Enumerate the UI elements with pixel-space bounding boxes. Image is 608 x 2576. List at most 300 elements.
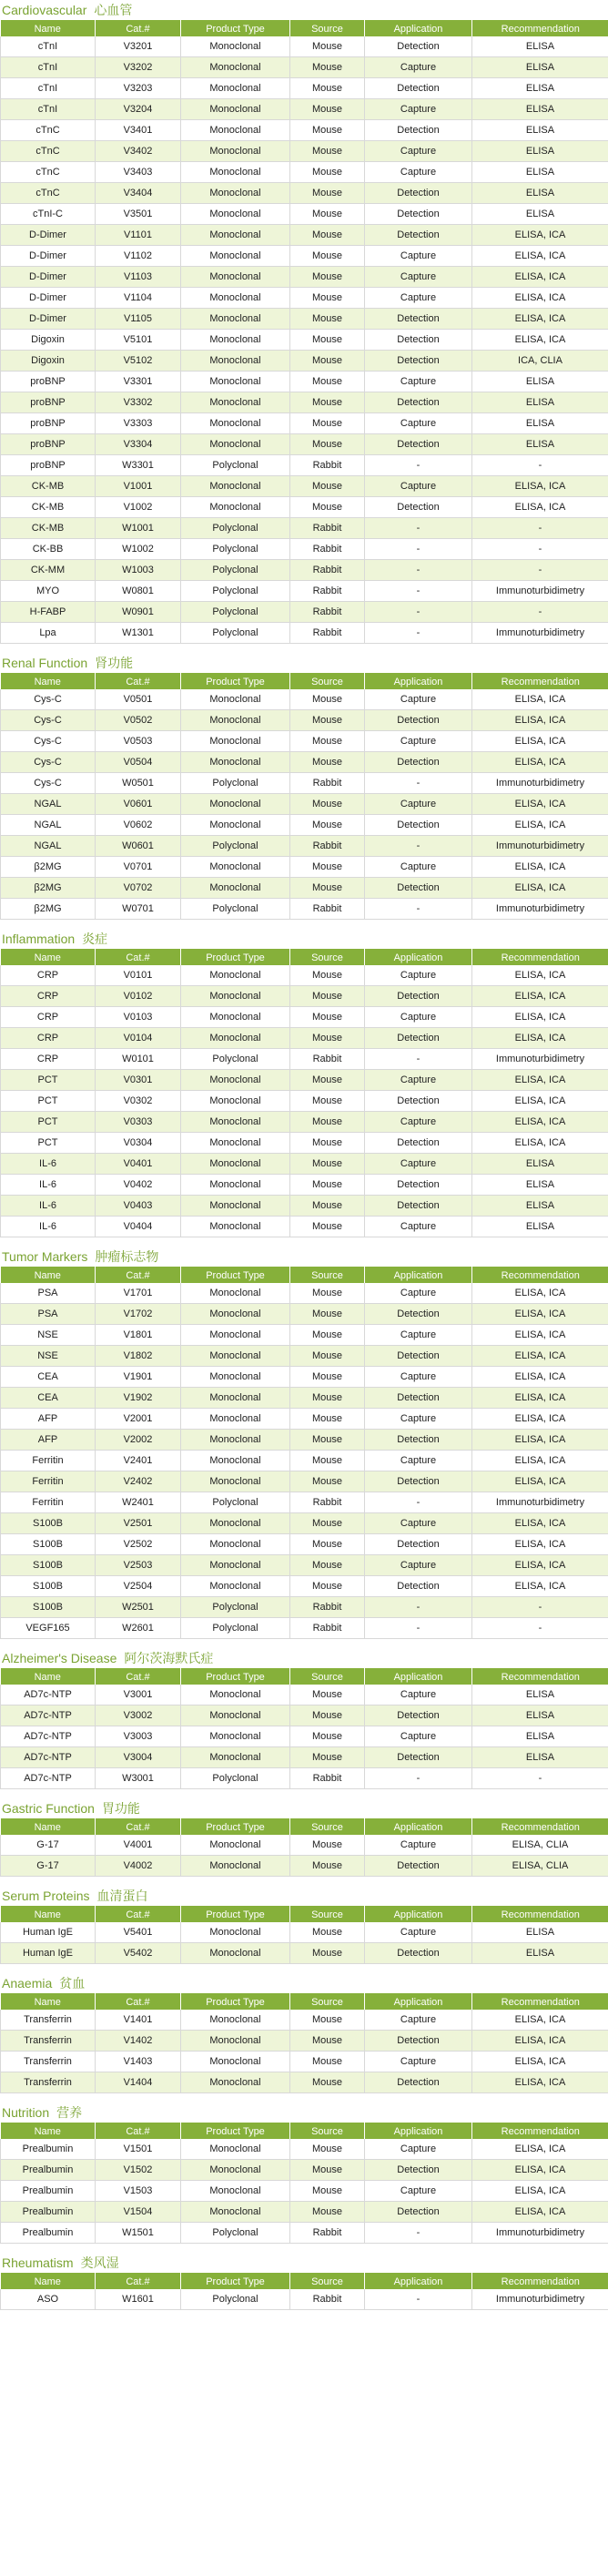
table-row [1, 2139, 608, 2160]
cell-application: Detection [365, 1304, 472, 1325]
cell-name: proBNP [1, 434, 96, 455]
cell-application: Detection [365, 1091, 472, 1112]
cell-cat: W0101 [96, 1049, 181, 1070]
table-header-row [1, 950, 608, 966]
cell-cat: V0402 [96, 1175, 181, 1196]
cell-name: PCT [1, 1112, 96, 1133]
cell-application: Detection [365, 1430, 472, 1451]
table-row [1, 836, 608, 857]
column-header-product-type: Product Type [181, 21, 290, 37]
cell-recommendation: ELISA [472, 1747, 608, 1768]
cell-cat: V3201 [96, 36, 181, 57]
cell-product-type: Monoclonal [181, 36, 290, 57]
cell-name: D-Dimer [1, 246, 96, 267]
cell-source: Mouse [290, 36, 365, 57]
column-header-name: Name [1, 1268, 96, 1284]
cell-name: CK-MB [1, 497, 96, 518]
cell-cat: V5402 [96, 1943, 181, 1964]
cell-source: Mouse [290, 204, 365, 225]
table-row [1, 1856, 608, 1877]
cell-cat: W3001 [96, 1768, 181, 1789]
cell-application: Capture [365, 288, 472, 309]
cell-application: Detection [365, 309, 472, 330]
table-header-row [1, 2274, 608, 2290]
cell-product-type: Monoclonal [181, 986, 290, 1007]
cell-recommendation: ELISA, ICA [472, 1409, 608, 1430]
catalog-section [0, 929, 608, 1247]
cell-cat: V5101 [96, 330, 181, 351]
cell-recommendation: ELISA, CLIA [472, 1856, 608, 1877]
product-table [0, 20, 608, 644]
cell-application: Detection [365, 183, 472, 204]
cell-product-type: Monoclonal [181, 794, 290, 815]
cell-application: Detection [365, 351, 472, 372]
cell-name: CRP [1, 965, 96, 986]
cell-name: cTnC [1, 141, 96, 162]
cell-cat: V1902 [96, 1388, 181, 1409]
cell-cat: W3301 [96, 455, 181, 476]
cell-product-type: Monoclonal [181, 99, 290, 120]
cell-product-type: Polyclonal [181, 560, 290, 581]
table-row [1, 1726, 608, 1747]
section-gap [0, 1964, 608, 1973]
cell-source: Mouse [290, 1747, 365, 1768]
cell-recommendation: ELISA [472, 1217, 608, 1237]
cell-recommendation: ELISA [472, 78, 608, 99]
cell-recommendation: ELISA, ICA [472, 878, 608, 899]
product-table [0, 1668, 608, 1789]
cell-name: Prealbumin [1, 2223, 96, 2244]
cell-recommendation: ELISA, ICA [472, 2181, 608, 2202]
cell-source: Mouse [290, 392, 365, 413]
table-row [1, 2031, 608, 2052]
cell-name: cTnI [1, 36, 96, 57]
cell-name: CRP [1, 1049, 96, 1070]
cell-source: Mouse [290, 372, 365, 392]
column-header-application: Application [365, 21, 472, 37]
cell-source: Mouse [290, 1943, 365, 1964]
section-title-en: Cardiovascular [2, 3, 87, 17]
column-header-recommendation: Recommendation [472, 1907, 608, 1923]
section-title-en: Serum Proteins [2, 1889, 90, 1903]
cell-recommendation: ELISA, CLIA [472, 1835, 608, 1856]
column-header-product-type: Product Type [181, 2274, 290, 2290]
cell-name: S100B [1, 1513, 96, 1534]
table-row [1, 57, 608, 78]
cell-product-type: Monoclonal [181, 1217, 290, 1237]
table-header-row [1, 1907, 608, 1923]
cell-recommendation: - [472, 1597, 608, 1618]
column-header-product-type: Product Type [181, 1669, 290, 1685]
cell-application: - [365, 1049, 472, 1070]
cell-recommendation: ELISA, ICA [472, 1430, 608, 1451]
cell-cat: V1504 [96, 2202, 181, 2223]
cell-name: VEGF165 [1, 1618, 96, 1639]
cell-name: IL-6 [1, 1196, 96, 1217]
cell-product-type: Polyclonal [181, 539, 290, 560]
cell-cat: V3001 [96, 1685, 181, 1705]
cell-product-type: Polyclonal [181, 602, 290, 623]
column-header-application: Application [365, 2274, 472, 2290]
cell-product-type: Monoclonal [181, 857, 290, 878]
table-row [1, 1943, 608, 1964]
cell-recommendation: ELISA, ICA [472, 710, 608, 731]
cell-application: Capture [365, 2181, 472, 2202]
cell-recommendation: ELISA, ICA [472, 1112, 608, 1133]
cell-recommendation: - [472, 455, 608, 476]
cell-name: cTnI [1, 57, 96, 78]
catalog-section [0, 1886, 608, 1973]
cell-product-type: Monoclonal [181, 1747, 290, 1768]
cell-source: Mouse [290, 267, 365, 288]
cell-application: Detection [365, 878, 472, 899]
cell-application: Capture [365, 1070, 472, 1091]
cell-cat: V1801 [96, 1325, 181, 1346]
cell-recommendation: Immunoturbidimetry [472, 2223, 608, 2244]
column-header-product-type: Product Type [181, 1907, 290, 1923]
cell-recommendation: ELISA [472, 1685, 608, 1705]
cell-recommendation: ELISA, ICA [472, 1576, 608, 1597]
column-header-source: Source [290, 2123, 365, 2140]
cell-application: Detection [365, 1133, 472, 1154]
column-header-application: Application [365, 1819, 472, 1836]
cell-cat: V2503 [96, 1555, 181, 1576]
table-row [1, 1346, 608, 1367]
cell-recommendation: ELISA, ICA [472, 267, 608, 288]
column-header-product-type: Product Type [181, 2123, 290, 2140]
cell-application: Capture [365, 1409, 472, 1430]
cell-product-type: Monoclonal [181, 1007, 290, 1028]
cell-source: Mouse [290, 857, 365, 878]
cell-cat: V0103 [96, 1007, 181, 1028]
cell-application: Capture [365, 1685, 472, 1705]
table-row [1, 1513, 608, 1534]
cell-recommendation: ELISA, ICA [472, 1325, 608, 1346]
cell-source: Mouse [290, 1726, 365, 1747]
cell-recommendation: ELISA, ICA [472, 2010, 608, 2031]
cell-source: Mouse [290, 1196, 365, 1217]
cell-cat: V3303 [96, 413, 181, 434]
section-gap [0, 2244, 608, 2253]
cell-name: AD7c-NTP [1, 1705, 96, 1726]
cell-recommendation: Immunoturbidimetry [472, 836, 608, 857]
cell-recommendation: ELISA, ICA [472, 857, 608, 878]
table-row [1, 623, 608, 644]
section-title-en: Alzheimer's Disease [2, 1651, 117, 1665]
table-row [1, 204, 608, 225]
cell-source: Mouse [290, 476, 365, 497]
column-header-recommendation: Recommendation [472, 2274, 608, 2290]
cell-application: Detection [365, 36, 472, 57]
table-row [1, 162, 608, 183]
table-row [1, 1304, 608, 1325]
cell-product-type: Monoclonal [181, 1451, 290, 1471]
cell-source: Rabbit [290, 836, 365, 857]
column-header-name: Name [1, 1994, 96, 2011]
cell-cat: V0401 [96, 1154, 181, 1175]
cell-name: PCT [1, 1091, 96, 1112]
cell-application: - [365, 602, 472, 623]
cell-recommendation: Immunoturbidimetry [472, 899, 608, 920]
section-gap [0, 2310, 608, 2319]
cell-name: cTnC [1, 183, 96, 204]
cell-product-type: Monoclonal [181, 1943, 290, 1964]
cell-source: Mouse [290, 1007, 365, 1028]
cell-name: CEA [1, 1388, 96, 1409]
cell-cat: V1501 [96, 2139, 181, 2160]
cell-source: Mouse [290, 1070, 365, 1091]
cell-name: PCT [1, 1133, 96, 1154]
cell-recommendation: ELISA, ICA [472, 246, 608, 267]
cell-application: - [365, 581, 472, 602]
cell-name: IL-6 [1, 1154, 96, 1175]
cell-recommendation: ELISA, ICA [472, 1304, 608, 1325]
cell-name: proBNP [1, 413, 96, 434]
catalog-section [0, 1798, 608, 1886]
cell-name: cTnC [1, 120, 96, 141]
cell-application: Detection [365, 434, 472, 455]
cell-cat: V5102 [96, 351, 181, 372]
cell-product-type: Polyclonal [181, 899, 290, 920]
column-header-name: Name [1, 1819, 96, 1836]
cell-recommendation: ELISA, ICA [472, 225, 608, 246]
cell-source: Mouse [290, 330, 365, 351]
cell-cat: V1802 [96, 1346, 181, 1367]
table-row [1, 581, 608, 602]
cell-application: - [365, 899, 472, 920]
column-header-application: Application [365, 1669, 472, 1685]
cell-application: Detection [365, 710, 472, 731]
cell-product-type: Polyclonal [181, 455, 290, 476]
table-row [1, 1534, 608, 1555]
cell-source: Rabbit [290, 1049, 365, 1070]
cell-name: CK-MM [1, 560, 96, 581]
cell-source: Mouse [290, 120, 365, 141]
table-row [1, 413, 608, 434]
cell-cat: V5401 [96, 1922, 181, 1943]
cell-application: Detection [365, 2160, 472, 2181]
section-gap [0, 920, 608, 929]
cell-source: Mouse [290, 965, 365, 986]
cell-application: - [365, 1768, 472, 1789]
cell-recommendation: - [472, 560, 608, 581]
cell-recommendation: ELISA, ICA [472, 1513, 608, 1534]
product-table [0, 2123, 608, 2244]
cell-recommendation: ELISA, ICA [472, 752, 608, 773]
cell-recommendation: ELISA, ICA [472, 309, 608, 330]
section-title [0, 1247, 608, 1267]
cell-product-type: Monoclonal [181, 1726, 290, 1747]
cell-source: Mouse [290, 794, 365, 815]
cell-name: Prealbumin [1, 2139, 96, 2160]
cell-name: IL-6 [1, 1175, 96, 1196]
cell-source: Rabbit [290, 560, 365, 581]
cell-recommendation: ELISA, ICA [472, 2202, 608, 2223]
cell-source: Mouse [290, 183, 365, 204]
cell-application: Capture [365, 141, 472, 162]
section-title-cn: 肾功能 [95, 656, 134, 670]
cell-name: Digoxin [1, 351, 96, 372]
cell-recommendation: ELISA [472, 204, 608, 225]
section-gap [0, 1639, 608, 1648]
cell-name: NGAL [1, 815, 96, 836]
cell-product-type: Monoclonal [181, 267, 290, 288]
cell-source: Mouse [290, 2072, 365, 2093]
cell-recommendation: ELISA, ICA [472, 497, 608, 518]
cell-cat: V3202 [96, 57, 181, 78]
cell-product-type: Monoclonal [181, 1325, 290, 1346]
cell-recommendation: Immunoturbidimetry [472, 773, 608, 794]
column-header-product-type: Product Type [181, 1819, 290, 1836]
table-row [1, 267, 608, 288]
cell-cat: V1403 [96, 2052, 181, 2072]
cell-name: cTnI-C [1, 204, 96, 225]
cell-cat: V0303 [96, 1112, 181, 1133]
cell-name: Transferrin [1, 2031, 96, 2052]
cell-application: Detection [365, 2202, 472, 2223]
cell-product-type: Monoclonal [181, 1922, 290, 1943]
cell-source: Mouse [290, 141, 365, 162]
cell-recommendation: - [472, 539, 608, 560]
table-row [1, 455, 608, 476]
cell-source: Rabbit [290, 773, 365, 794]
product-table [0, 949, 608, 1237]
cell-application: Capture [365, 2052, 472, 2072]
section-title [0, 1973, 608, 1993]
cell-recommendation: ELISA, ICA [472, 731, 608, 752]
cell-recommendation: ELISA [472, 1705, 608, 1726]
cell-name: NGAL [1, 794, 96, 815]
cell-source: Mouse [290, 162, 365, 183]
cell-cat: W1001 [96, 518, 181, 539]
cell-name: NGAL [1, 836, 96, 857]
cell-application: Capture [365, 1513, 472, 1534]
cell-application: - [365, 539, 472, 560]
section-title-cn: 血清蛋白 [96, 1889, 148, 1903]
section-title-cn: 贫血 [59, 1976, 86, 1991]
cell-cat: V2402 [96, 1471, 181, 1492]
section-title-en: Renal Function [2, 656, 88, 670]
column-header-recommendation: Recommendation [472, 674, 608, 690]
table-header-row [1, 1268, 608, 1284]
cell-cat: W0601 [96, 836, 181, 857]
cell-recommendation: ELISA, ICA [472, 689, 608, 710]
cell-cat: V1503 [96, 2181, 181, 2202]
column-header-application: Application [365, 2123, 472, 2140]
cell-cat: V1102 [96, 246, 181, 267]
cell-source: Mouse [290, 1304, 365, 1325]
cell-application: Detection [365, 986, 472, 1007]
cell-name: AD7c-NTP [1, 1685, 96, 1705]
cell-cat: V1101 [96, 225, 181, 246]
cell-cat: V0304 [96, 1133, 181, 1154]
column-header-application: Application [365, 950, 472, 966]
cell-product-type: Monoclonal [181, 183, 290, 204]
cell-product-type: Monoclonal [181, 710, 290, 731]
cell-cat: V0302 [96, 1091, 181, 1112]
catalog-section [0, 1648, 608, 1798]
cell-product-type: Monoclonal [181, 1367, 290, 1388]
table-row [1, 773, 608, 794]
cell-source: Rabbit [290, 1768, 365, 1789]
cell-name: CRP [1, 1028, 96, 1049]
cell-name: H-FABP [1, 602, 96, 623]
cell-cat: V0701 [96, 857, 181, 878]
cell-product-type: Monoclonal [181, 288, 290, 309]
cell-source: Mouse [290, 1175, 365, 1196]
cell-application: Capture [365, 731, 472, 752]
cell-application: Detection [365, 1388, 472, 1409]
table-header-row [1, 21, 608, 37]
cell-source: Mouse [290, 434, 365, 455]
section-title-en: Gastric Function [2, 1801, 95, 1816]
table-row [1, 78, 608, 99]
table-header-row [1, 1669, 608, 1685]
cell-application: Capture [365, 413, 472, 434]
cell-name: CK-MB [1, 518, 96, 539]
cell-cat: V1001 [96, 476, 181, 497]
cell-application: Detection [365, 1028, 472, 1049]
cell-cat: V0502 [96, 710, 181, 731]
cell-product-type: Polyclonal [181, 1597, 290, 1618]
cell-product-type: Monoclonal [181, 2010, 290, 2031]
cell-source: Mouse [290, 1112, 365, 1133]
cell-cat: V1701 [96, 1283, 181, 1304]
cell-recommendation: ELISA [472, 1196, 608, 1217]
table-row [1, 1430, 608, 1451]
section-title [0, 2253, 608, 2273]
cell-cat: V3302 [96, 392, 181, 413]
cell-product-type: Monoclonal [181, 1430, 290, 1451]
cell-source: Rabbit [290, 899, 365, 920]
table-row [1, 1388, 608, 1409]
cell-source: Mouse [290, 57, 365, 78]
table-row [1, 2072, 608, 2093]
table-row [1, 1217, 608, 1237]
table-row [1, 330, 608, 351]
cell-source: Mouse [290, 710, 365, 731]
cell-cat: V2001 [96, 1409, 181, 1430]
cell-name: Ferritin [1, 1471, 96, 1492]
cell-source: Rabbit [290, 539, 365, 560]
cell-name: S100B [1, 1555, 96, 1576]
cell-source: Mouse [290, 351, 365, 372]
cell-source: Mouse [290, 1835, 365, 1856]
cell-application: Capture [365, 1555, 472, 1576]
table-row [1, 1409, 608, 1430]
column-header-cat: Cat.# [96, 21, 181, 37]
cell-application: Capture [365, 1367, 472, 1388]
cell-name: G-17 [1, 1856, 96, 1877]
cell-product-type: Monoclonal [181, 1513, 290, 1534]
table-row [1, 225, 608, 246]
cell-product-type: Monoclonal [181, 434, 290, 455]
table-row [1, 2223, 608, 2244]
column-header-source: Source [290, 950, 365, 966]
section-title [0, 929, 608, 949]
table-row [1, 1154, 608, 1175]
cell-application: Capture [365, 1451, 472, 1471]
cell-source: Mouse [290, 1409, 365, 1430]
cell-cat: V1104 [96, 288, 181, 309]
cell-name: Transferrin [1, 2072, 96, 2093]
cell-product-type: Monoclonal [181, 330, 290, 351]
table-row [1, 815, 608, 836]
cell-source: Mouse [290, 2202, 365, 2223]
catalog-section [0, 2103, 608, 2253]
table-row [1, 731, 608, 752]
cell-cat: V0504 [96, 752, 181, 773]
